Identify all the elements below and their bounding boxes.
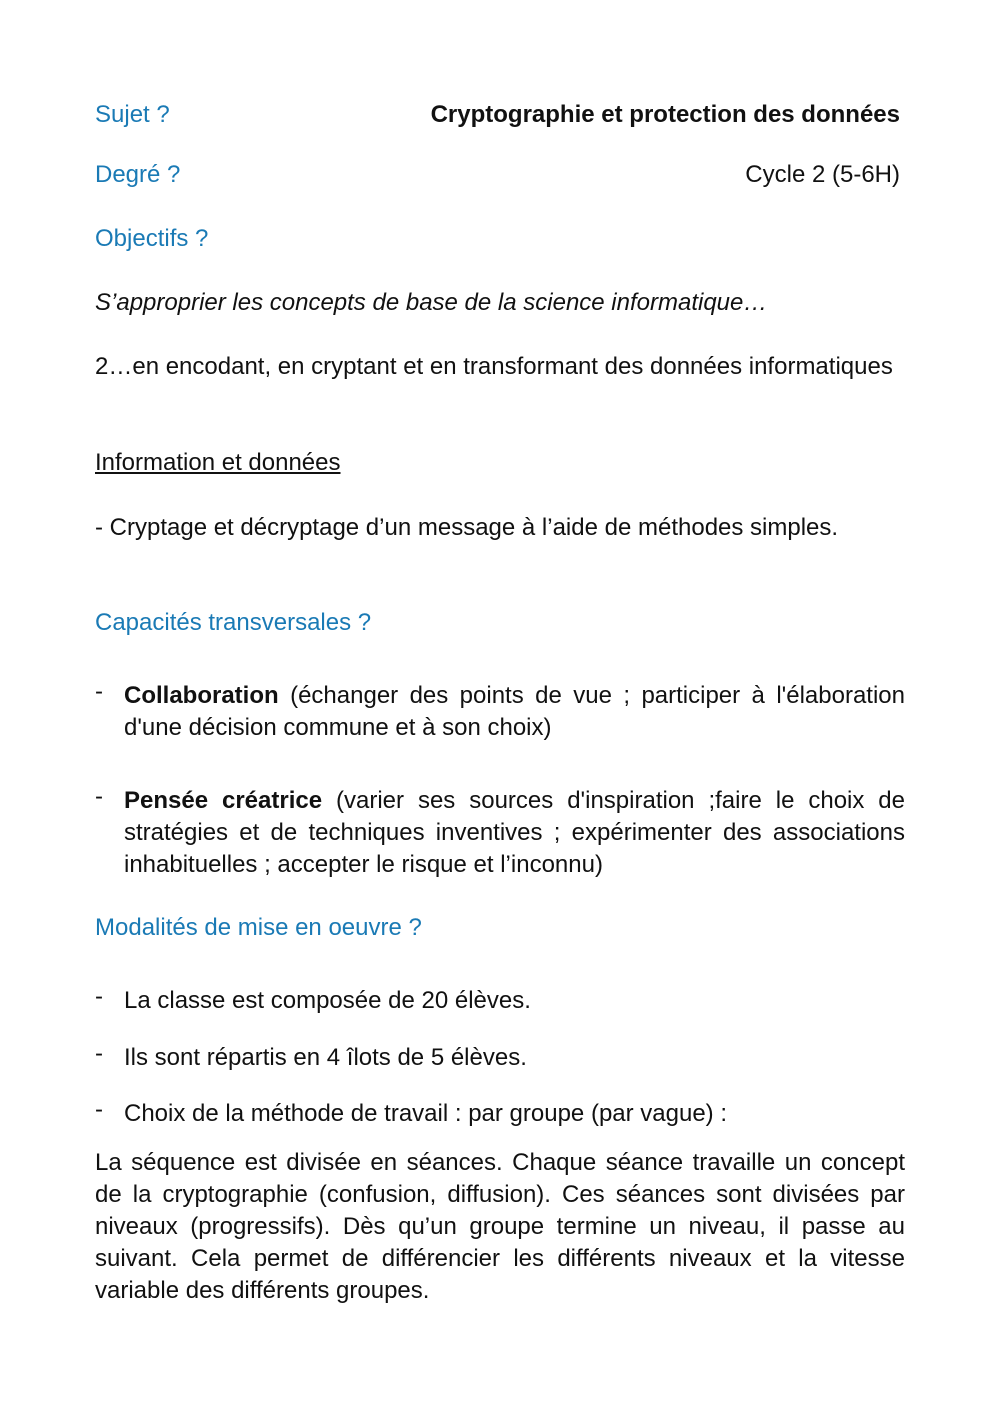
modalities-paragraph: La séquence est divisée en séances. Chaque séance travaille un concept de la cryptographie (confusion, diffusion). Ces séances sont divisées par niveaux (progressifs). Dès qu’un groupe termine un niveau, il passe au suivant. Cela permet de différencier les différents niveaux et la vitesse variable des différents groupes.	[95, 1149, 905, 1304]
capacities-heading: Capacités transversales ?	[95, 609, 372, 636]
capacity-title: Pensée créatrice	[124, 787, 323, 814]
subject-value: Cryptographie et protection des données	[430, 101, 900, 128]
capacity-item-creative-thinking	[95, 785, 905, 881]
bullet-dash: -	[95, 1040, 103, 1067]
modality-text: Ils sont répartis en 4 îlots de 5 élèves.	[124, 1044, 527, 1071]
level-label: Degré ?	[95, 161, 181, 188]
modality-text: Choix de la méthode de travail : par groupe (par vague) :	[124, 1100, 728, 1127]
modality-text: La classe est composée de 20 élèves.	[124, 987, 531, 1014]
modality-item	[95, 1098, 905, 1130]
modality-item	[95, 1042, 905, 1074]
information-subheading-row	[95, 447, 905, 479]
capacity-text: (varier ses sources d'inspiration ;faire le choix de stratégies et de techniques inventives ; expérimenter des associations inhabituelles ; accepter le risque et l’inconnu)	[124, 787, 906, 878]
bullet-dash: -	[95, 1096, 103, 1123]
objectives-detail: - Cryptage et décryptage d’un message à l’aide de méthodes simples.	[95, 514, 839, 541]
objectives-intro: S’approprier les concepts de base de la science informatique…	[95, 289, 768, 316]
level-row	[95, 159, 905, 191]
modalities-heading: Modalités de mise en oeuvre ?	[95, 914, 422, 941]
objectives-item: 2…en encodant, en cryptant et en transformant des données informatiques	[95, 353, 893, 380]
bullet-dash: -	[95, 678, 103, 705]
subject-label: Sujet ?	[95, 101, 170, 128]
capacity-title: Collaboration	[124, 682, 279, 709]
information-subheading: Information et données	[95, 449, 341, 476]
modality-item	[95, 985, 905, 1017]
capacity-item-collaboration	[95, 680, 905, 744]
bullet-dash: -	[95, 983, 103, 1010]
subject-row	[95, 99, 905, 131]
level-value: Cycle 2 (5-6H)	[745, 161, 900, 188]
objectives-heading: Objectifs ?	[95, 225, 209, 252]
capacity-text: (échanger des points de vue ; participer à l'élaboration d'une décision commune et à son choix)	[124, 682, 905, 741]
bullet-dash: -	[95, 783, 103, 810]
